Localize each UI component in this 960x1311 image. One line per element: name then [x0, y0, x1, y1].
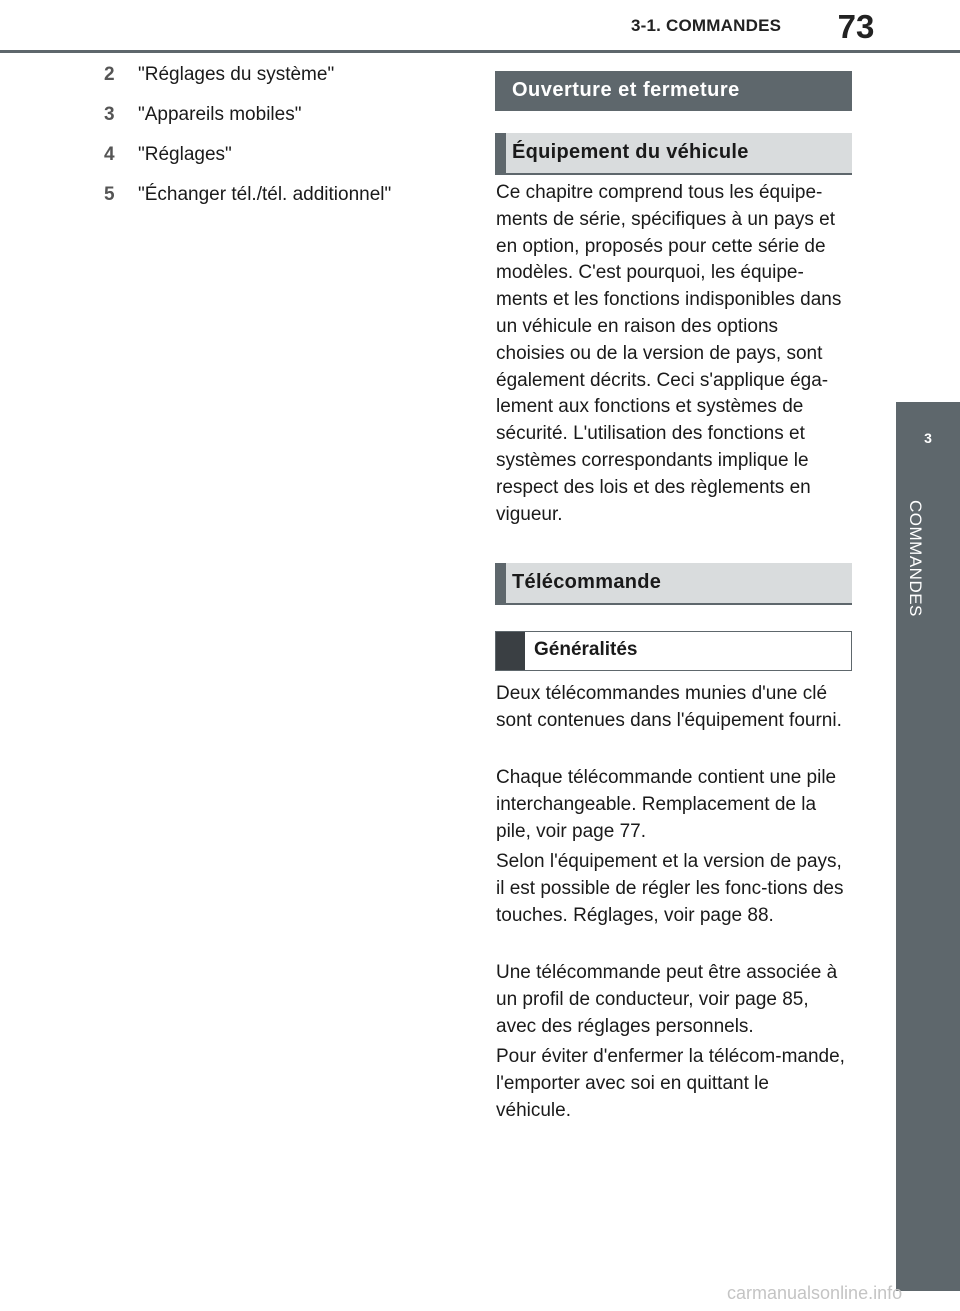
step-item — [104, 144, 464, 184]
step-text: "Appareils mobiles" — [138, 104, 302, 125]
step-number: 4 — [104, 144, 115, 165]
step-item — [104, 104, 464, 144]
heading-text: Télécommande — [512, 571, 662, 593]
header-rule — [0, 50, 960, 53]
heading-text: Généralités — [534, 639, 638, 660]
heading-bar — [495, 133, 506, 173]
step-number: 2 — [104, 64, 115, 85]
heading-text: Équipement du véhicule — [512, 141, 749, 163]
step-text: "Échanger tél./tél. additionnel" — [138, 184, 392, 205]
paragraph-equipment: Ce chapitre comprend tous les équipe-ments de série, spécifiques à un pays et en option, proposés pour cette série de modèles. C'est pourquoi, les équipe-ments et les fonctions indisponibles dans un véhicule en raison des options choisies ou de la version de pays, sont également décrits. Ceci s'applique éga-lement aux fonctions et systèmes de sécurité. L'utilisation des fonctions et systèmes correspondants implique le respect des lois et des règlements en vigueur. — [496, 182, 842, 525]
heading-general — [495, 631, 852, 671]
header-title: 3-1. COMMANDES — [631, 16, 782, 35]
step-number: 3 — [104, 104, 115, 125]
heading-block — [496, 632, 525, 670]
step-number: 5 — [104, 184, 115, 205]
watermark: carmanualsonline.info — [727, 1283, 903, 1303]
side-tab-number: 3 — [924, 430, 932, 446]
paragraph-remote-3: Selon l'équipement et la version de pays, il est possible de régler les fonc-tions des touches. Réglages, voir page 88. — [496, 851, 844, 926]
step-item — [104, 64, 464, 104]
side-tab-label: COMMANDES — [906, 500, 925, 617]
paragraph-remote-4: Une télécommande peut être associée à un profil de conducteur, voir page 85, avec des réglages personnels. — [496, 962, 838, 1037]
paragraph-remote-2: Chaque télécommande contient une pile interchangeable. Remplacement de la pile, voir page 77. — [496, 767, 837, 842]
step-text: "Réglages" — [138, 144, 232, 165]
paragraph-remote-1: Deux télécommandes munies d'une clé sont contenues dans l'équipement fourni. — [496, 683, 842, 731]
heading-opening-closing: Ouverture et fermeture — [495, 71, 852, 111]
heading-bar — [495, 563, 506, 603]
paragraph-remote-5: Pour éviter d'enfermer la télécom-mande, l'emporter avec soi en quittant le véhicule. — [496, 1046, 845, 1121]
heading-vehicle-equipment — [495, 133, 852, 175]
heading-remote-control — [495, 563, 852, 605]
step-item — [104, 184, 464, 224]
step-list — [104, 64, 464, 224]
step-text: "Réglages du système" — [138, 64, 335, 85]
page-number: 73 — [837, 8, 875, 45]
